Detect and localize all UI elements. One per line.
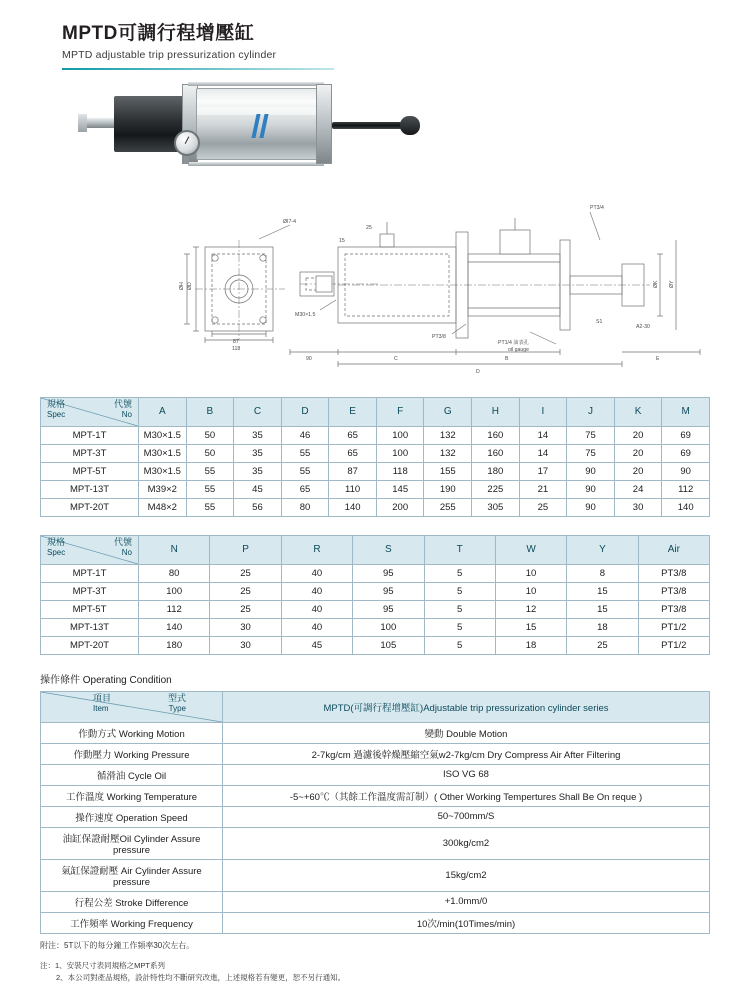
- table2-cell: 100: [139, 582, 210, 600]
- table1-cell: 100: [376, 426, 424, 444]
- product-photo-area: [0, 76, 750, 188]
- operating-value: -5~+60℃（其餘工作溫度需訂制）( Other Working Tempertures Shall Be On reque ): [223, 785, 710, 806]
- table2-model: MPT-20T: [41, 636, 139, 654]
- table1-cell: 90: [567, 480, 615, 498]
- table2-cell: 8: [567, 564, 638, 582]
- table2-cell: 12: [495, 600, 566, 618]
- table-row: [41, 444, 710, 462]
- table1-corner-header: [41, 397, 139, 426]
- dim-label-K: ØK: [653, 280, 659, 288]
- table-row: [41, 891, 710, 912]
- dim-label-90: 90: [306, 355, 312, 362]
- table1-cell: 65: [329, 426, 377, 444]
- table2-cell: PT1/2: [638, 618, 709, 636]
- table2-cell: PT3/8: [638, 582, 709, 600]
- table2-model: MPT-1T: [41, 564, 139, 582]
- table1-cell: 50: [186, 426, 234, 444]
- table1-cell: 20: [614, 444, 662, 462]
- table1-cell: 200: [376, 498, 424, 516]
- table2-cell: 100: [353, 618, 424, 636]
- table1-cell: M39×2: [139, 480, 187, 498]
- dim-label-118: 118: [232, 345, 241, 352]
- operating-item: 作動壓力 Working Pressure: [41, 743, 223, 764]
- table1-code-label: 代號 No: [113, 398, 132, 420]
- technical-drawings: [0, 192, 750, 397]
- table2-cell: PT3/8: [638, 564, 709, 582]
- table2-spec-label: 規格 Spec: [47, 536, 66, 558]
- table-row: [41, 912, 710, 933]
- table2-cell: 25: [210, 600, 281, 618]
- table1-cell: 69: [662, 426, 710, 444]
- left-rod-cap: [78, 114, 87, 132]
- table2-model: MPT-3T: [41, 582, 139, 600]
- dim-label-pt38: PT3/8: [432, 333, 446, 340]
- operating-value: 變動 Double Motion: [223, 722, 710, 743]
- dim-label-B: B: [505, 355, 509, 362]
- table2-cell: 5: [424, 618, 495, 636]
- table1-cell: 45: [234, 480, 282, 498]
- table1-cell: 24: [614, 480, 662, 498]
- table2-col-R: R: [281, 535, 352, 564]
- table2-cell: 95: [353, 564, 424, 582]
- tie-rod-bottom: [188, 162, 324, 166]
- operating-value: 300kg/cm2: [223, 827, 710, 859]
- table-row: [41, 480, 710, 498]
- dim-label-D: ØD: [187, 281, 193, 290]
- table1-cell: 55: [186, 462, 234, 480]
- dim-label-87: 87: [233, 338, 239, 345]
- table2-cell: 25: [210, 564, 281, 582]
- table-row: [41, 859, 710, 891]
- footnote-2-line1: 注：1、安裝尺寸表同規格之MPT系列: [40, 960, 166, 970]
- table2-cell: 95: [353, 582, 424, 600]
- operating-item: 油缸保證耐壓Oil Cylinder Assure pressure: [41, 827, 223, 859]
- tie-rod-top: [188, 82, 324, 86]
- table1-cell: 110: [329, 480, 377, 498]
- table1-cell: 30: [614, 498, 662, 516]
- table-row: [41, 462, 710, 480]
- table1-cell: M30×1.5: [139, 426, 187, 444]
- table1-cell: 118: [376, 462, 424, 480]
- operating-series-header: MPTD(可調行程增壓缸)Adjustable trip pressurization cylinder series: [223, 691, 710, 722]
- table2-cell: PT1/2: [638, 636, 709, 654]
- table1-cell: 140: [329, 498, 377, 516]
- table1-cell: 14: [519, 426, 567, 444]
- table2-col-W: W: [495, 535, 566, 564]
- table2-col-S: S: [353, 535, 424, 564]
- operating-item: 作動方式 Working Motion: [41, 722, 223, 743]
- table2-cell: 15: [567, 600, 638, 618]
- operating-item: 工作頻率 Working Frequency: [41, 912, 223, 933]
- table1-cell: 140: [662, 498, 710, 516]
- table1-cell: 35: [234, 444, 282, 462]
- product-photo: [78, 76, 418, 184]
- table1-cell: 190: [424, 480, 472, 498]
- table1-col-G: G: [424, 397, 472, 426]
- table1-cell: 90: [567, 498, 615, 516]
- table2-cell: 15: [495, 618, 566, 636]
- table1-cell: 90: [662, 462, 710, 480]
- operating-corner-header: [41, 691, 223, 722]
- operating-value: 50~700mm/S: [223, 806, 710, 827]
- table2-cell: 10: [495, 582, 566, 600]
- table-row: [41, 498, 710, 516]
- table2-corner-header: [41, 535, 139, 564]
- table-row: [41, 426, 710, 444]
- dim-label-pt14: PT1/4 油表孔: [498, 339, 529, 346]
- right-rod: [332, 122, 404, 129]
- table2-cell: 40: [281, 600, 352, 618]
- table1-cell: 20: [614, 462, 662, 480]
- table2-col-Air: Air: [638, 535, 709, 564]
- dim-label-15: 15: [339, 237, 345, 244]
- table2-col-Y: Y: [567, 535, 638, 564]
- page-title: MPTD可調行程增壓缸: [62, 23, 255, 44]
- dim-label-pt34: PT3/4: [590, 204, 604, 211]
- table1-cell: 87: [329, 462, 377, 480]
- dim-label-C: C: [394, 355, 398, 362]
- table2-col-P: P: [210, 535, 281, 564]
- table1-col-B: B: [186, 397, 234, 426]
- dim-label-25: 25: [366, 224, 372, 231]
- dimension-table-1: [40, 397, 710, 517]
- operating-condition-label: 操作條件 Operating Condition: [40, 674, 172, 686]
- table1-cell: 55: [281, 462, 329, 480]
- table2-code-label: 代號 No: [113, 536, 132, 558]
- operating-item: 行程公差 Stroke Difference: [41, 891, 223, 912]
- table2-cell: 25: [210, 582, 281, 600]
- table1-cell: 65: [281, 480, 329, 498]
- operating-item: 工作溫度 Working Temperature: [41, 785, 223, 806]
- table1-col-D: D: [281, 397, 329, 426]
- table1-col-A: A: [139, 397, 187, 426]
- table-row: [41, 743, 710, 764]
- table1-model: MPT-1T: [41, 426, 139, 444]
- table1-col-F: F: [376, 397, 424, 426]
- table1-cell: 75: [567, 426, 615, 444]
- table1-cell: 17: [519, 462, 567, 480]
- table1-cell: 90: [567, 462, 615, 480]
- table1-cell: 180: [472, 462, 520, 480]
- table2-cell: 105: [353, 636, 424, 654]
- table1-cell: 69: [662, 444, 710, 462]
- table2-cell: 25: [567, 636, 638, 654]
- table1-cell: M30×1.5: [139, 462, 187, 480]
- table1-model: MPT-3T: [41, 444, 139, 462]
- table1-cell: 55: [186, 480, 234, 498]
- table2-cell: 5: [424, 564, 495, 582]
- dim-label-H: ØH: [179, 281, 185, 290]
- table2-cell: PT3/8: [638, 600, 709, 618]
- table1-col-H: H: [472, 397, 520, 426]
- table2-model: MPT-13T: [41, 618, 139, 636]
- table-row: [41, 582, 710, 600]
- table2-cell: 18: [495, 636, 566, 654]
- table2-cell: 5: [424, 600, 495, 618]
- header-divider: [62, 68, 334, 70]
- dim-label-D2: D: [476, 368, 480, 375]
- operating-condition-table: [40, 691, 710, 934]
- table-row: [41, 785, 710, 806]
- footnote-2-line2: 2、本公司對產品規格，設計特性均不斷研究改進，上述規格若有變更，恕不另行通知。: [56, 972, 346, 982]
- table1-cell: 160: [472, 426, 520, 444]
- operating-item: 操作速度 Operation Speed: [41, 806, 223, 827]
- table1-col-E: E: [329, 397, 377, 426]
- table-row: [41, 600, 710, 618]
- table1-cell: 112: [662, 480, 710, 498]
- table1-cell: 35: [234, 426, 282, 444]
- table2-cell: 15: [567, 582, 638, 600]
- right-rod-end: [400, 116, 420, 135]
- table1-cell: 305: [472, 498, 520, 516]
- operating-value: +1.0mm/0: [223, 891, 710, 912]
- dim-label-o17: ØI7-4: [283, 218, 296, 225]
- table2-cell: 10: [495, 564, 566, 582]
- table1-col-C: C: [234, 397, 282, 426]
- drawing-svg: [0, 192, 750, 397]
- table-row: [41, 564, 710, 582]
- table1-model: MPT-5T: [41, 462, 139, 480]
- operating-item: 循滑油 Cycle Oil: [41, 764, 223, 785]
- table1-cell: 132: [424, 426, 472, 444]
- table1-cell: 50: [186, 444, 234, 462]
- table-row: [41, 636, 710, 654]
- table-row: [41, 764, 710, 785]
- table2-cell: 40: [281, 618, 352, 636]
- operating-value: 15kg/cm2: [223, 859, 710, 891]
- table2-cell: 112: [139, 600, 210, 618]
- table2-model: MPT-5T: [41, 600, 139, 618]
- table1-spec-label: 規格 Spec: [47, 398, 66, 420]
- page-header: [0, 0, 750, 70]
- table2-cell: 80: [139, 564, 210, 582]
- table1-cell: 25: [519, 498, 567, 516]
- table1-model: MPT-20T: [41, 498, 139, 516]
- table1-cell: 46: [281, 426, 329, 444]
- dim-label-Y: ØY: [669, 280, 675, 288]
- pressure-gauge-icon: [174, 130, 200, 156]
- operating-condition-wrap: [0, 691, 750, 934]
- operating-value: 10次/min(10Times/min): [223, 912, 710, 933]
- table1-cell: M48×2: [139, 498, 187, 516]
- table1-cell: M30×1.5: [139, 444, 187, 462]
- operating-type-label: 型式 Type: [167, 692, 186, 714]
- table2-cell: 30: [210, 618, 281, 636]
- operating-value: ISO VG 68: [223, 764, 710, 785]
- table1-col-M: M: [662, 397, 710, 426]
- table-row: [41, 618, 710, 636]
- table2-col-N: N: [139, 535, 210, 564]
- operating-item: 氣缸保證耐壓 Air Cylinder Assure pressure: [41, 859, 223, 891]
- dimension-table-1-wrap: [0, 397, 750, 517]
- table2-cell: 40: [281, 582, 352, 600]
- table-row: [41, 806, 710, 827]
- table2-cell: 45: [281, 636, 352, 654]
- table1-col-J: J: [567, 397, 615, 426]
- dim-label-oil-gauge: oil gauge: [508, 346, 530, 353]
- table1-cell: 75: [567, 444, 615, 462]
- table2-cell: 18: [567, 618, 638, 636]
- table2-cell: 30: [210, 636, 281, 654]
- table1-cell: 21: [519, 480, 567, 498]
- table1-cell: 80: [281, 498, 329, 516]
- right-flange: [316, 84, 332, 164]
- table1-col-K: K: [614, 397, 662, 426]
- page-subtitle: MPTD adjustable trip pressurization cylinder: [62, 48, 277, 61]
- table2-col-T: T: [424, 535, 495, 564]
- table1-cell: 35: [234, 462, 282, 480]
- table1-cell: 14: [519, 444, 567, 462]
- table1-cell: 100: [376, 444, 424, 462]
- table1-cell: 145: [376, 480, 424, 498]
- corner-diagonal-icon: [41, 692, 222, 722]
- table1-cell: 20: [614, 426, 662, 444]
- table1-cell: 160: [472, 444, 520, 462]
- dim-label-S1: S1: [596, 318, 603, 325]
- brand-marking: [254, 114, 268, 138]
- table2-cell: 140: [139, 618, 210, 636]
- footnote-1: 附注：5T以下的每分鐘工作頻率30次左右。: [40, 940, 195, 950]
- table2-cell: 5: [424, 636, 495, 654]
- footnote-2: [0, 960, 750, 984]
- table1-cell: 155: [424, 462, 472, 480]
- table2-cell: 5: [424, 582, 495, 600]
- table1-cell: 132: [424, 444, 472, 462]
- table1-cell: 255: [424, 498, 472, 516]
- operating-item-label: 項目 Item: [93, 692, 112, 714]
- table1-cell: 55: [186, 498, 234, 516]
- dim-label-m30: M30×1.5: [295, 311, 316, 318]
- table2-cell: 180: [139, 636, 210, 654]
- table1-cell: 56: [234, 498, 282, 516]
- dimension-table-2: [40, 535, 710, 655]
- table1-model: MPT-13T: [41, 480, 139, 498]
- table-row: [41, 827, 710, 859]
- table2-cell: 95: [353, 600, 424, 618]
- dim-label-E: E: [656, 355, 660, 362]
- table1-cell: 225: [472, 480, 520, 498]
- table1-cell: 55: [281, 444, 329, 462]
- table1-cell: 65: [329, 444, 377, 462]
- dim-label-a2: A2-30: [636, 323, 650, 330]
- dimension-table-2-wrap: [0, 535, 750, 655]
- table-row: [41, 722, 710, 743]
- operating-value: 2-7kg/cm 過濾後幹燥壓縮空氣w2-7kg/cm Dry Compress Air After Filtering: [223, 743, 710, 764]
- table1-col-I: I: [519, 397, 567, 426]
- table2-cell: 40: [281, 564, 352, 582]
